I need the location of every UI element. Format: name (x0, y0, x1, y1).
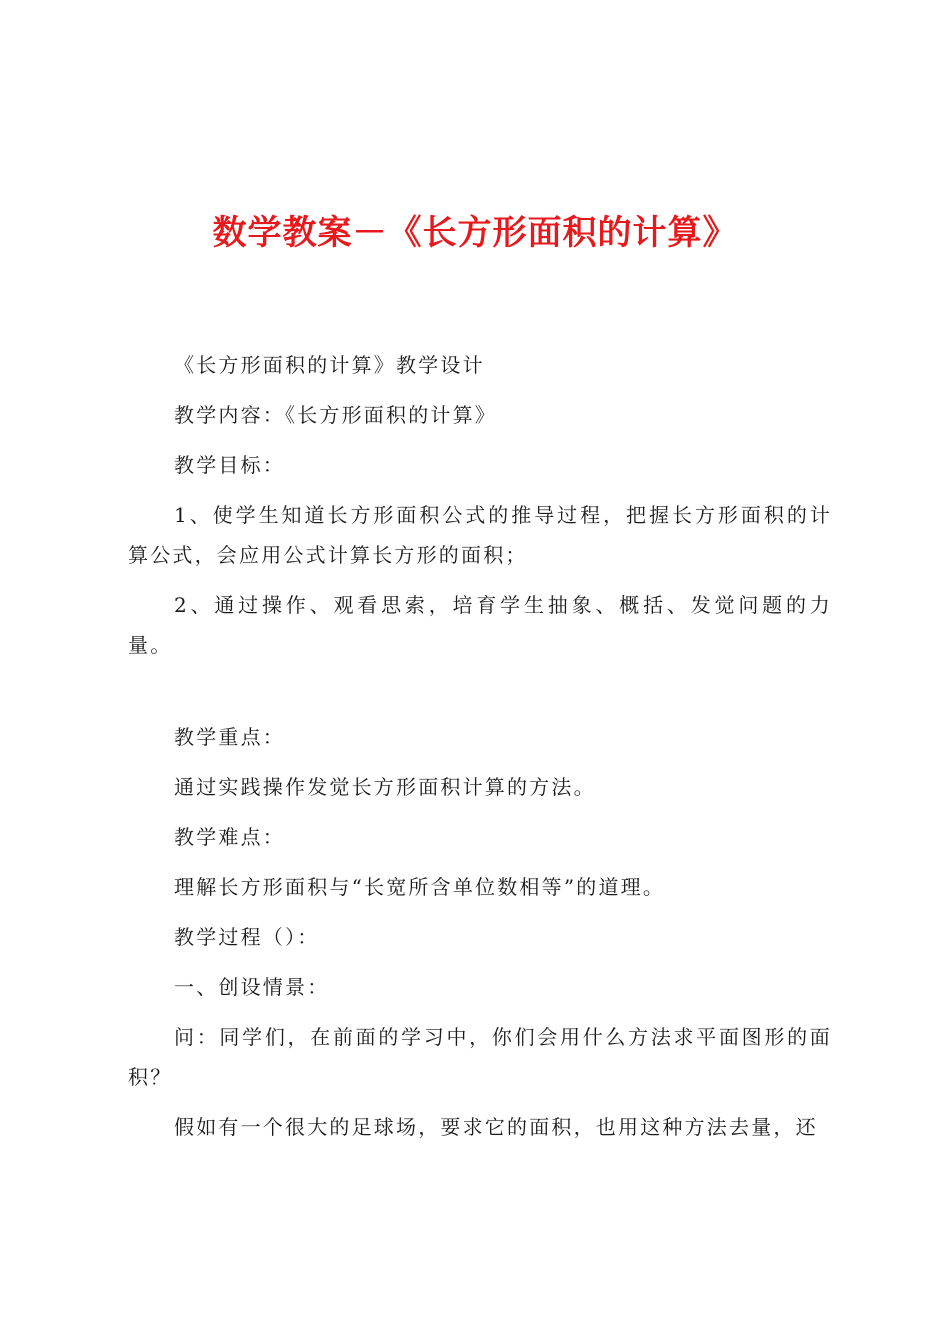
document-body (128, 345, 832, 1157)
paragraph-section-1-heading: 一、创设情景： (174, 975, 330, 999)
paragraph-goals-heading: 教学目标： (174, 453, 285, 477)
paragraph-difficulty: 理解长方形面积与“长宽所含单位数相等”的道理。 (174, 875, 666, 899)
paragraph-goal-2: 2、通过操作、观看思索，培育学生抽象、概括、发觉问题的力量。 (128, 593, 832, 657)
document-title: 数学教案－《长方形面积的计算》 (212, 213, 738, 253)
paragraph-design-heading: 《长方形面积的计算》教学设计 (174, 353, 485, 377)
paragraph-content: 教学内容：《长方形面积的计算》 (174, 403, 497, 427)
paragraph-goal-1: 1、使学生知道长方形面积公式的推导过程，把握长方形面积的计算公式，会应用公式计算长方形的面积； (128, 503, 832, 567)
paragraph-key-point: 通过实践操作发觉长方形面积计算的方法。 (174, 775, 596, 799)
paragraph-process-heading: 教学过程（）： (174, 925, 320, 949)
paragraph-football-field: 假如有一个很大的足球场，要求它的面积，也用这种方法去量，还 (174, 1115, 818, 1139)
paragraph-difficulty-heading: 教学难点： (174, 825, 285, 849)
paragraph-key-point-heading: 教学重点： (174, 725, 285, 749)
paragraph-question: 问：同学们，在前面的学习中，你们会用什么方法求平面图形的面积？ (128, 1025, 832, 1089)
paragraph-spacer (128, 675, 832, 717)
